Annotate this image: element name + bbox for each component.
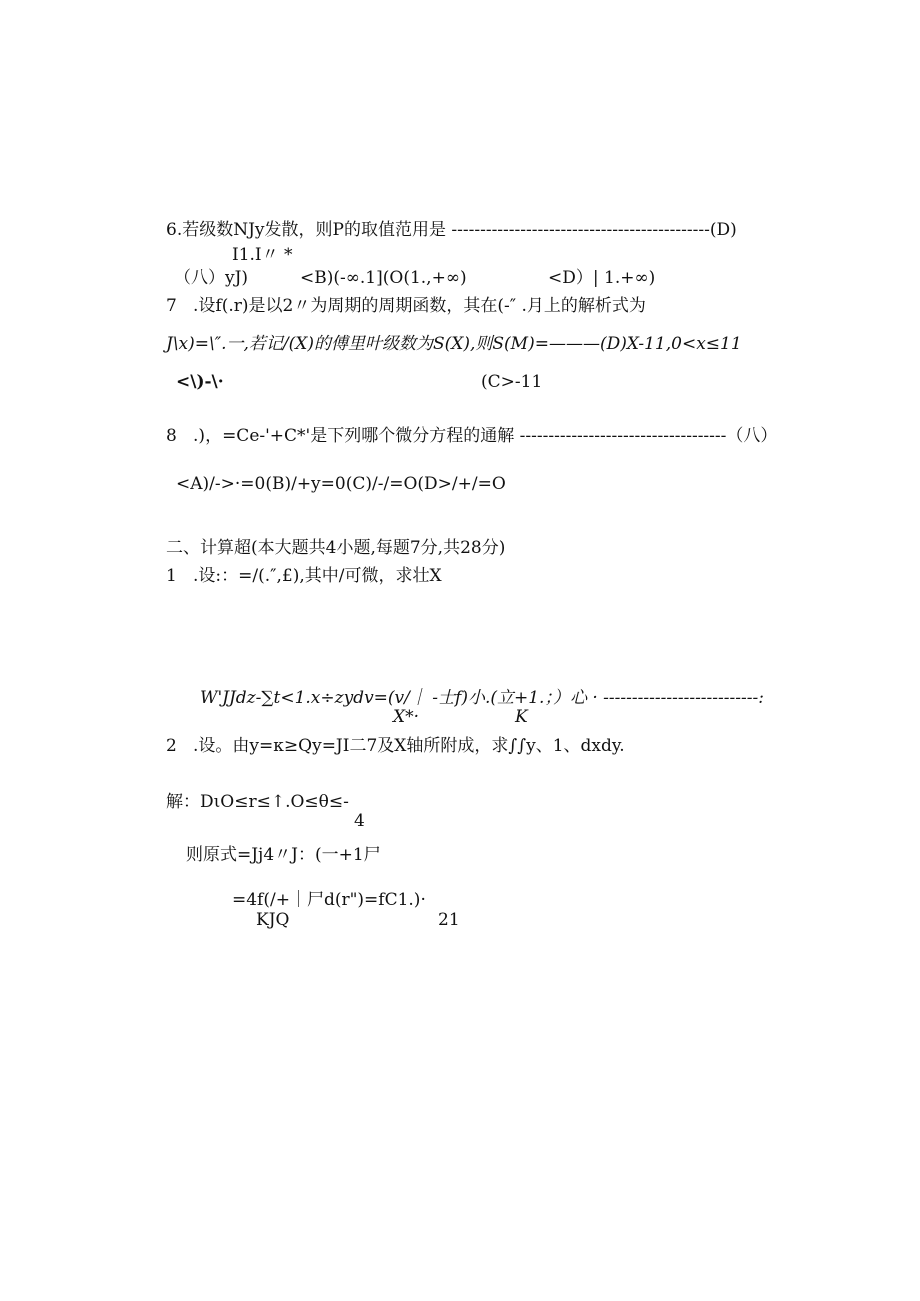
q7-question: 7 .设f(.r)是以2〃为周期的周期函数，其在(-″ .月上的解析式为 [166,296,646,316]
p2-solution-line3: =4f(/+｜尸d(r")=fC1.)· [232,890,426,910]
q8-question: 8 .)，=Ce-'+C*'是下列哪个微分方程的通解 ------------------------------------（八） [166,426,778,446]
p2-solution-number: 21 [438,910,460,930]
q6-question: 6.若级数NJy发散，则P的取值范用是 ---------------------------------------------(D) [166,220,737,240]
p1-answer-sub2: K [515,707,528,727]
p1-question: 1 .设:：=/(.″,£),其中/可微，求壮X [166,566,442,586]
section-heading: 二、计算超(本大题共4小题,每题7分,共28分) [166,538,506,558]
p1-answer-sub1: X*· [393,707,420,727]
q6-option-bc: <B)(-∞.1](O(1.,+∞) [300,268,467,288]
q7-option-c: (C>-11 [481,372,543,392]
q8-options: <A)/->·=0(B)/+y=0(C)/-/=O(D>/+/=O [176,474,506,494]
q7-formula: J\x)=\″.一,若记/(X)的傅里叶级数为S(X),则S(M)=———(D)X-11,0<x≤11 [166,334,742,354]
q6-option-d: <D）| 1.+∞) [548,268,656,288]
q6-option-a: （八）yJ) [174,268,249,288]
p2-solution-denominator: 4 [354,811,365,831]
p2-question: 2 .设。由y=κ≥Qy=JI二7及X轴所附成，求∫∫y、1、dxdy. [166,736,625,756]
q7-option-left: <\)-\· [176,372,224,392]
q6-option-line: I1.I〃 * [232,245,293,265]
p2-solution-line1: 解：DιO≤r≤↑.O≤θ≤- [166,792,349,812]
p2-solution-line2: 则原式=Jj4〃J：(一+1尸 [186,845,381,865]
p2-solution-sub: KJQ [256,910,290,930]
p1-answer: W'JJdz-∑t<1.x÷zydv=(v/｜ -士f)小.(立+1.；）心 · ---------------------------: [200,688,764,708]
